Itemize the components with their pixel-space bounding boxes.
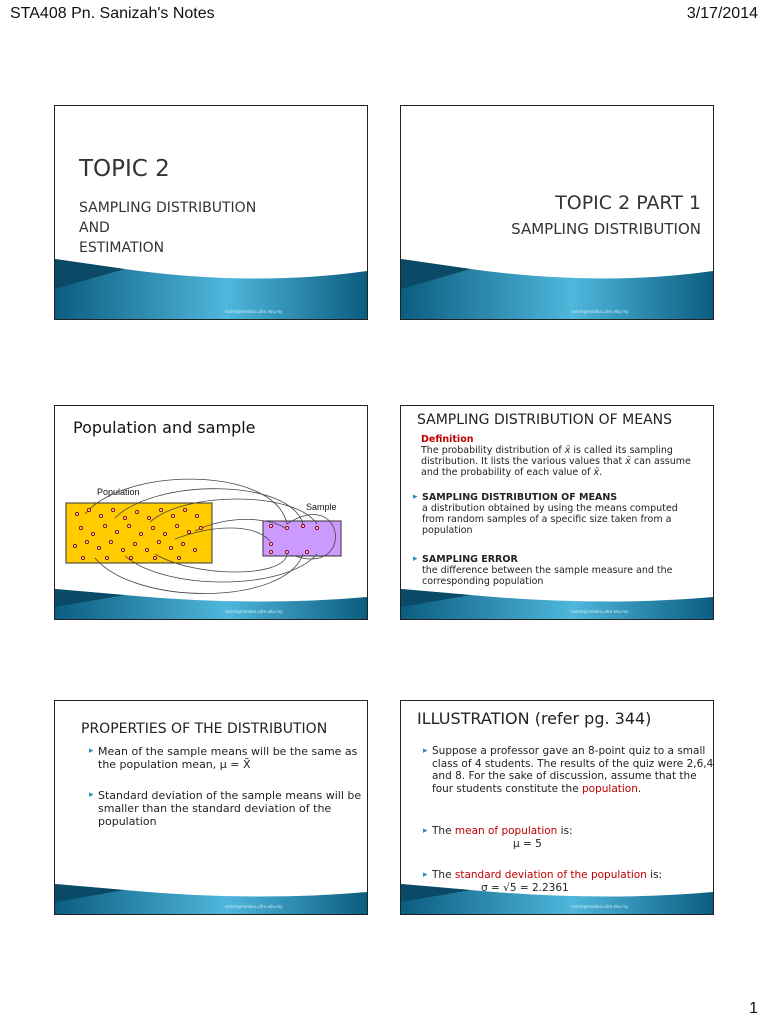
definition-label: Definition — [421, 434, 474, 445]
slide-wave-decoration — [55, 559, 367, 619]
slide-wave-decoration — [401, 559, 713, 619]
slide-title: Population and sample — [73, 418, 256, 437]
formula-std: σ = √5 = 2.2361 — [481, 882, 569, 894]
slide-illustration — [400, 700, 714, 915]
slide-footer-email: rosleh@melaka.uitm.edu.my — [571, 904, 629, 909]
slide-subtitle: SAMPLING DISTRIBUTION AND ESTIMATION — [79, 200, 257, 256]
slide-title: SAMPLING DISTRIBUTION OF MEANS — [417, 412, 673, 428]
slide-footer-email: rosleh@melaka.uitm.edu.my — [225, 904, 283, 909]
slide-properties-of-distribution — [54, 700, 368, 915]
slide-title: PROPERTIES OF THE DISTRIBUTION — [81, 721, 328, 737]
slide-footer-email: rosleh@melaka.uitm.edu.my — [225, 609, 283, 614]
slide-subtitle: SAMPLING DISTRIBUTION — [511, 220, 701, 238]
slide-footer-email: rosleh@melaka.uitm.edu.my — [571, 609, 629, 614]
slide-footer-email: rosleh@melaka.uitm.edu.my — [571, 309, 629, 314]
slide-population-and-sample — [54, 405, 368, 620]
definition-text: The probability distribution of x̄ is called its sampling distribution. It lists the various values that x̄ can assume and the probability of each value of x̄. — [421, 445, 691, 478]
slide-wave-decoration — [401, 259, 713, 319]
bullet-std-of-population: ▸ The standard deviation of the population is: — [423, 869, 714, 882]
formula-mean: μ = 5 — [513, 838, 542, 850]
document-header-left: STA408 Pn. Sanizah's Notes — [10, 5, 215, 22]
bullet-mean-of-means: ▸ Mean of the sample means will be the same as the population mean, μ = X̄ — [89, 745, 366, 771]
population-label: Population — [97, 487, 140, 497]
slide-wave-decoration — [55, 854, 367, 914]
slide-topic-2 — [54, 105, 368, 320]
bullet-quiz-scenario: ▸ Suppose a professor gave an 8-point quiz to a small class of 4 students. The results of the quiz were 2,6,4 and 8. For the sake of discussion, assume that the four students constitute the population. — [423, 745, 714, 795]
slide-wave-decoration — [55, 259, 367, 319]
bullet-sampling-error: ▸ SAMPLING ERROR the difference between the sample measure and the corresponding population — [413, 554, 700, 587]
sample-label: Sample — [306, 502, 337, 512]
slide-footer-email: rosleh@melaka.uitm.edu.my — [225, 309, 283, 314]
slide-title: TOPIC 2 PART 1 — [555, 192, 701, 214]
slide-title: ILLUSTRATION (refer pg. 344) — [417, 709, 652, 728]
slide-wave-decoration — [401, 854, 713, 914]
page-number: 1 — [749, 1000, 758, 1017]
slide-topic-2-part-1 — [400, 105, 714, 320]
bullet-sampling-distribution: ▸ SAMPLING DISTRIBUTION OF MEANS a distribution obtained by using the means computed from random samples of a specific size taken from a population — [413, 492, 700, 536]
definition-block — [421, 434, 706, 478]
bullet-mean-of-population: ▸ The mean of population is: — [423, 825, 714, 838]
slide-sampling-distribution-of-means — [400, 405, 714, 620]
bullet-std-of-means: ▸ Standard deviation of the sample means will be smaller than the standard deviation of the population — [89, 789, 366, 828]
document-header-date: 3/17/2014 — [686, 5, 758, 22]
slide-title: TOPIC 2 — [79, 156, 170, 182]
